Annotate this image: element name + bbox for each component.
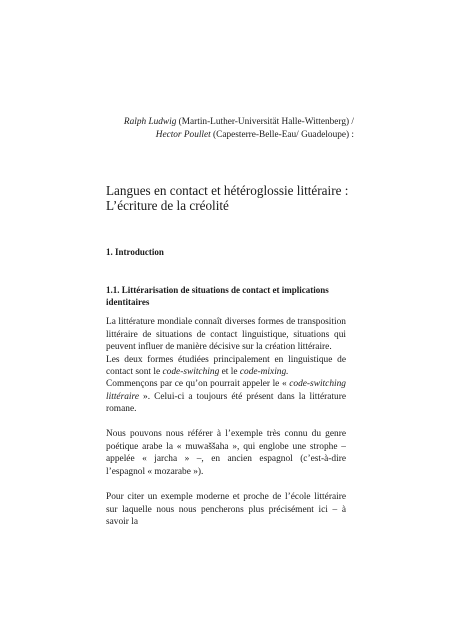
author-affiliation: (Capesterre-Belle-Eau/ Guadeloupe) : [210, 130, 354, 140]
subsection-heading: 1.1. Littérarisation de situations de contact et implications identitaires [106, 285, 329, 307]
paragraph: Pour citer un exemple moderne et proche de l’école littéraire sur laquelle nous nous pencherons plus précisément ici – à savoir la [106, 492, 346, 528]
paragraph [106, 316, 346, 379]
paragraph-text: Les deux formes étudiées principalement en linguistique de contact sont le [106, 354, 346, 378]
term: code-switching [162, 367, 220, 378]
paragraph-text: et le [219, 367, 240, 378]
paragraph: Nous pouvons nous référer à l’exemple très connu du genre poétique arabe la « muwaššaha », qui englobe une strophe – appelée « jarcha » –, en ancien espagnol (c’est-à-dire l’espagnol « mozarabe »). [106, 429, 346, 477]
author-name: Ralph Ludwig [123, 117, 177, 127]
author-affiliation: (Martin-Luther-Universität Halle-Wittenberg) / [176, 117, 354, 127]
author-name: Hector Poullet [155, 130, 211, 140]
term: code-switching littéraire [106, 379, 346, 402]
section-heading: 1. Introduction [106, 247, 164, 257]
term: code-mixing. [239, 367, 289, 378]
author-line [92, 116, 354, 142]
paragraph-text: Commençons par ce qu’on pourrait appeler le « [106, 379, 290, 389]
paragraph [106, 378, 346, 416]
title-line: L’écriture de la créolité [106, 198, 229, 213]
paragraph-text: La littérature mondiale connaît diverses formes de transposition littéraire de situations de contact linguistique, situations qui peuvent influer de manière décisive sur la création littéraire. [106, 317, 346, 353]
title-line: Langues en contact et hétéroglossie littéraire : [106, 183, 349, 198]
paragraph-text: ». Celui-ci a toujours été présent dans la littérature romane. [106, 391, 346, 415]
article-title [106, 183, 406, 213]
